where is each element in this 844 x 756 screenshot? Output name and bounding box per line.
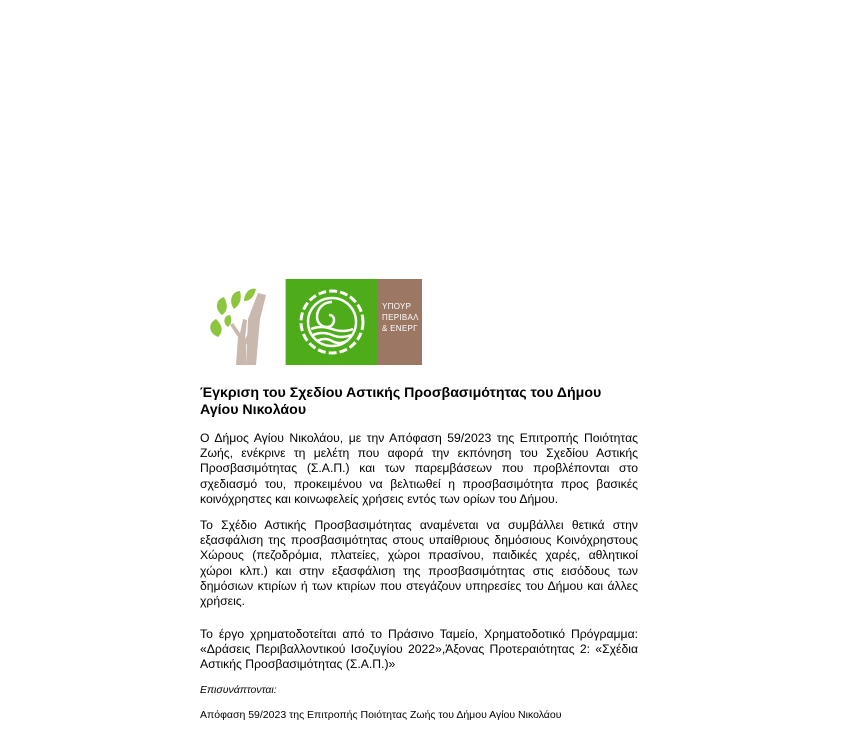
paragraph-funding: Το έργο χρηματοδοτείται από το Πράσινο Ταμείο, Χρηματοδοτικό Πρόγραμμα: «Δράσεις Περιβαλλοντικού Ισοζυγίου 2022»,Άξονας Προτεραιότητας 2: «Σχέδια Αστικής Προσβασιμότητας (Σ.Α.Π.)» [200, 627, 638, 672]
green-fund-logo [286, 279, 377, 365]
logo-strip [200, 279, 422, 365]
attachment-item[interactable]: Απόφαση 59/2023 της Επιτροπής Ποιότητας Ζωής του Δήμου Αγίου Νικολάου [200, 709, 562, 721]
green-fund-emblem-icon [297, 287, 367, 357]
tree-logo [200, 279, 286, 365]
ministry-line: ΥΠΟΥΡ [382, 302, 412, 311]
document-title: Έγκριση του Σχεδίου Αστικής Προσβασιμότητας του Δήμου Αγίου Νικολάου [200, 385, 602, 418]
paragraph-objectives: Το Σχέδιο Αστικής Προσβασιμότητας αναμένεται να συμβάλλει θετικά στην εξασφάλιση της προσβασιμότητας στους υπαίθριους δημόσιους Κοινόχρηστους Χώρους (πεζοδρόμια, πλατείες, χώροι πρασίνου, παιδικές χαρές, αθλητικοί χώροι κλπ.) και στην εξασφάλιση της προσβασιμότητας στις εισόδους των δημόσιων κτιρίων ή των κτιρίων που στεγάζουν υπηρεσίες του Δήμου και άλλες χρήσεις. [200, 518, 638, 609]
ministry-line: & ΕΝΕΡΓ [382, 324, 418, 333]
paragraph-approval: Ο Δήμος Αγίου Νικολάου, με την Απόφαση 59/2023 της Επιτροπής Ποιότητας Ζωής, ενέκρινε τη μελέτη που αφορά την εκπόνηση του Σχεδίου Αστικής Προσβασιμότητας (Σ.Α.Π.) και των παρεμβάσεων που προβλέπονται στο σχεδιασμό του, προκειμένου να βελτιωθεί η προσβασιμότητα προς βασικές κοινόχρηστες και κοινωφελείς χρήσεις εντός των ορίων του Δήμου. [200, 431, 638, 506]
tree-icon [200, 279, 285, 365]
ministry-logo [377, 279, 422, 365]
attachments-label: Επισυνάπτονται: [200, 684, 277, 696]
ministry-line: ΠΕΡΙΒΑΛ [382, 313, 419, 322]
